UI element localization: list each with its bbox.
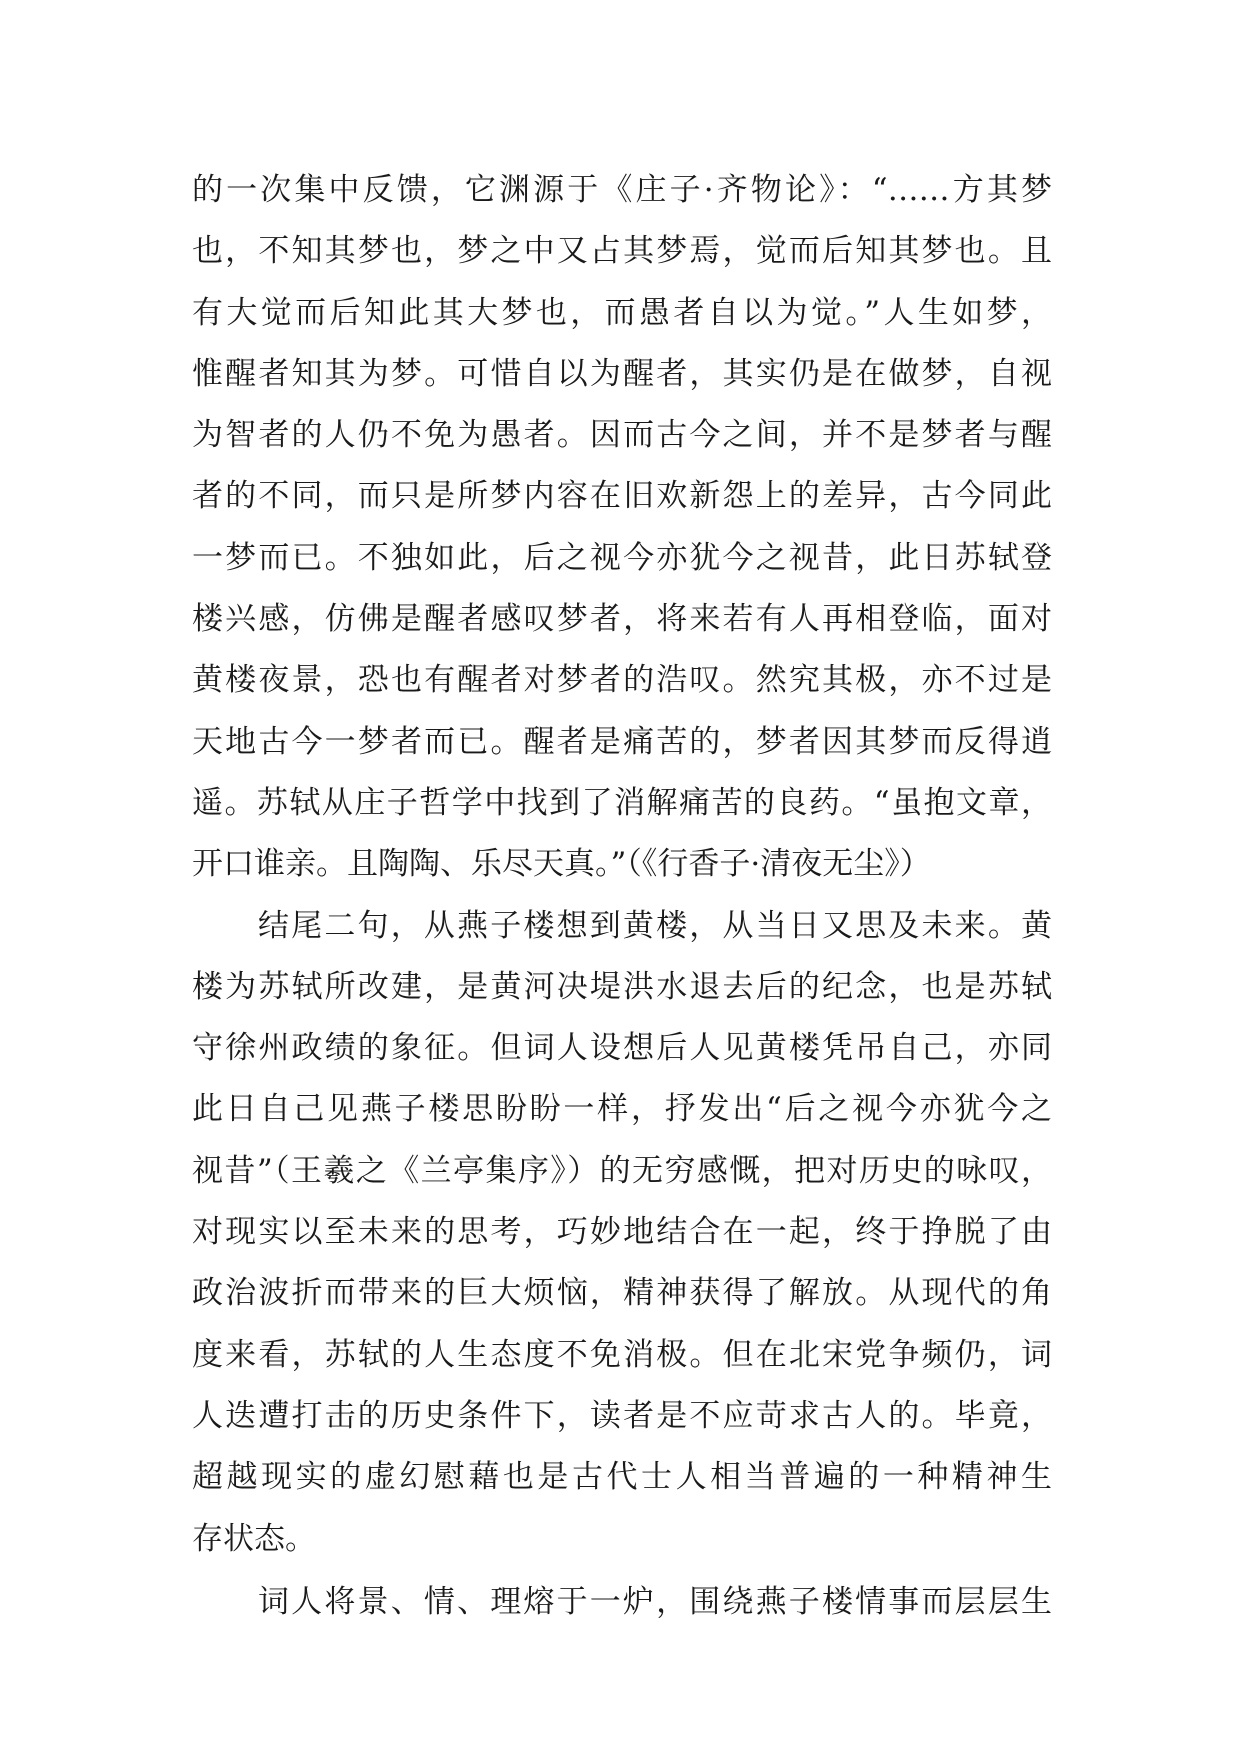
text-line: 者的不同，而只是所梦内容在旧欢新怨上的差异，古今同此 — [192, 478, 1052, 515]
document-body — [192, 160, 1052, 1633]
text-line: 对现实以至未来的思考，巧妙地结合在一起，终于挣脱了由 — [192, 1214, 1052, 1251]
paragraph — [192, 896, 1052, 1570]
text-line: 也，不知其梦也，梦之中又占其梦焉，觉而后知其梦也。且 — [192, 233, 1052, 270]
text-line: 守徐州政绩的象征。但词人设想后人见黄楼凭吊自己，亦同 — [192, 1030, 1052, 1067]
text-line: 人迭遭打击的历史条件下，读者是不应苛求古人的。毕竟， — [192, 1397, 1052, 1434]
paragraph — [192, 1572, 1052, 1633]
text-line: 一梦而已。不独如此，后之视今亦犹今之视昔，此日苏轼登 — [192, 539, 1052, 576]
text-line: 的一次集中反馈，它渊源于《庄子·齐物论》：“……方其梦 — [192, 172, 1052, 208]
text-line: 楼为苏轼所改建，是黄河决堤洪水退去后的纪念，也是苏轼 — [192, 968, 1052, 1005]
text-line: 此日自己见燕子楼思盼盼一样，抒发出“后之视今亦犹今之 — [192, 1091, 1052, 1128]
text-line: 惟醒者知其为梦。可惜自以为醒者，其实仍是在做梦，自视 — [192, 355, 1052, 392]
text-line: 天地古今一梦者而已。醒者是痛苦的，梦者因其梦而反得逍 — [192, 723, 1052, 760]
text-line: 开口谁亲。且陶陶、乐尽天真。”（《行香子·清夜无尘》） — [192, 846, 931, 883]
text-line: 楼兴感，仿佛是醒者感叹梦者，将来若有人再相登临，面对 — [192, 601, 1052, 638]
text-line: 黄楼夜景，恐也有醒者对梦者的浩叹。然究其极，亦不过是 — [192, 662, 1052, 699]
text-line: 政治波折而带来的巨大烦恼，精神获得了解放。从现代的角 — [192, 1275, 1052, 1312]
text-line: 超越现实的虚幻慰藉也是古代士人相当普遍的一种精神生 — [192, 1459, 1052, 1496]
text-line: 为智者的人仍不免为愚者。因而古今之间，并不是梦者与醒 — [192, 417, 1052, 454]
text-line: 视昔”（王羲之《兰亭集序》）的无穷感慨，把对历史的咏叹， — [192, 1152, 1052, 1189]
text-line: 有大觉而后知此其大梦也，而愚者自以为觉。”人生如梦， — [192, 294, 1052, 331]
text-line: 遥。苏轼从庄子哲学中找到了消解痛苦的良药。“虽抱文章， — [192, 784, 1052, 821]
text-line: 结尾二句，从燕子楼想到黄楼，从当日又思及未来。黄 — [258, 907, 1052, 944]
text-line: 存状态。 — [192, 1520, 316, 1557]
text-line: 度来看，苏轼的人生态度不免消极。但在北宋党争频仍，词 — [192, 1336, 1052, 1373]
paragraph — [192, 160, 1052, 896]
text-line: 词人将景、情、理熔于一炉，围绕燕子楼情事而层层生 — [258, 1583, 1052, 1620]
